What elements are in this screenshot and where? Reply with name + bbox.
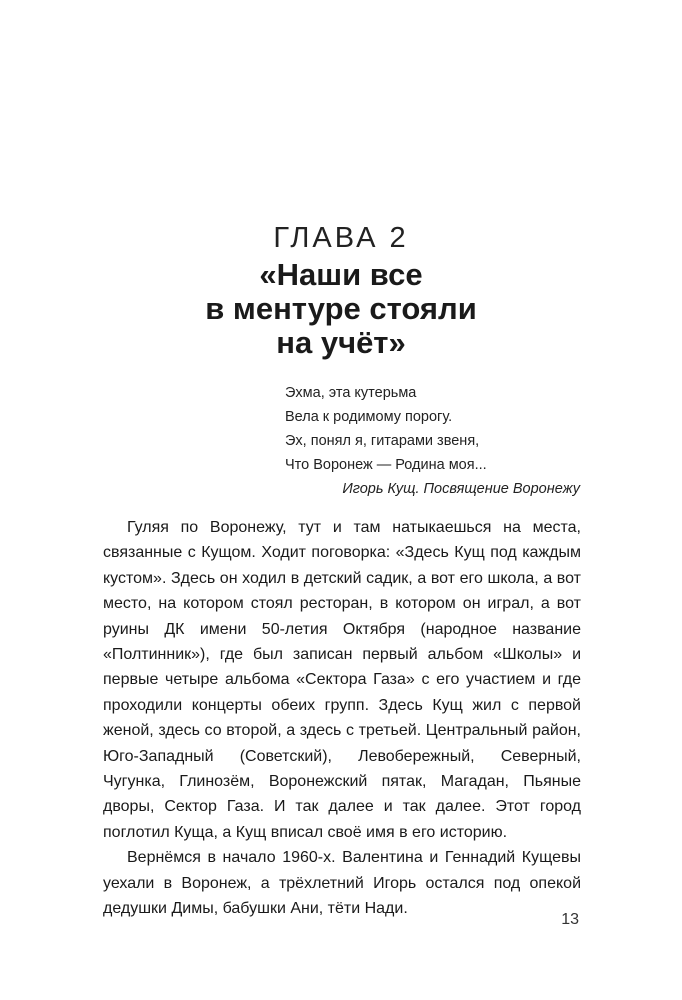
epigraph-attribution: Игорь Кущ. Посвящение Воронежу [342,481,580,497]
body-text [103,515,581,922]
chapter-title-line: «Наши все [259,257,423,292]
epigraph-line: Что Воронеж — Родина моя... [285,457,487,473]
epigraph [285,381,580,501]
chapter-title-line: на учёт» [276,325,406,360]
page-number: 13 [561,911,579,928]
epigraph-line: Вела к родимому порогу. [285,409,453,425]
epigraph-line: Эхма, эта кутерьма [285,385,417,401]
chapter-label: ГЛАВА 2 [273,222,409,254]
chapter-title-line: в ментуре стояли [205,291,477,326]
chapter-title [0,258,682,360]
epigraph-line: Эх, понял я, гитарами звеня, [285,433,480,449]
paragraph: Гуляя по Воронежу, тут и там натыкаешься на места, связанные с Кущом. Ходит поговорка: «Здесь Кущ под каждым кустом». Здесь он ходил в детский садик, а вот его школа, а вот место, на котором стоял ресторан, в котором он играл, а вот руины ДК имени 50-летия Октября (народное название «Полтинник»), где был записан первый альбом «Школы» и первые четыре альбома «Сектора Газа» с его участием и где проходили концерты обеих групп. Здесь Кущ жил с первой женой, здесь со второй, а здесь с третьей. Центральный район, Юго-Западный (Советский), Левобережный, Северный, Чугунка, Глинозём, Воронежский пятак, Магадан, Пьяные дворы, Сектор Газа. И так далее и так далее. Этот город поглотил Куща, а Кущ вписал своё имя в его историю. [103,519,581,841]
paragraph: Вернёмся в начало 1960-х. Валентина и Геннадий Кущевы уехали в Воронеж, а трёхлетний Игорь остался под опекой дедушки Димы, бабушки Ани, тёти Нади. [103,849,581,918]
